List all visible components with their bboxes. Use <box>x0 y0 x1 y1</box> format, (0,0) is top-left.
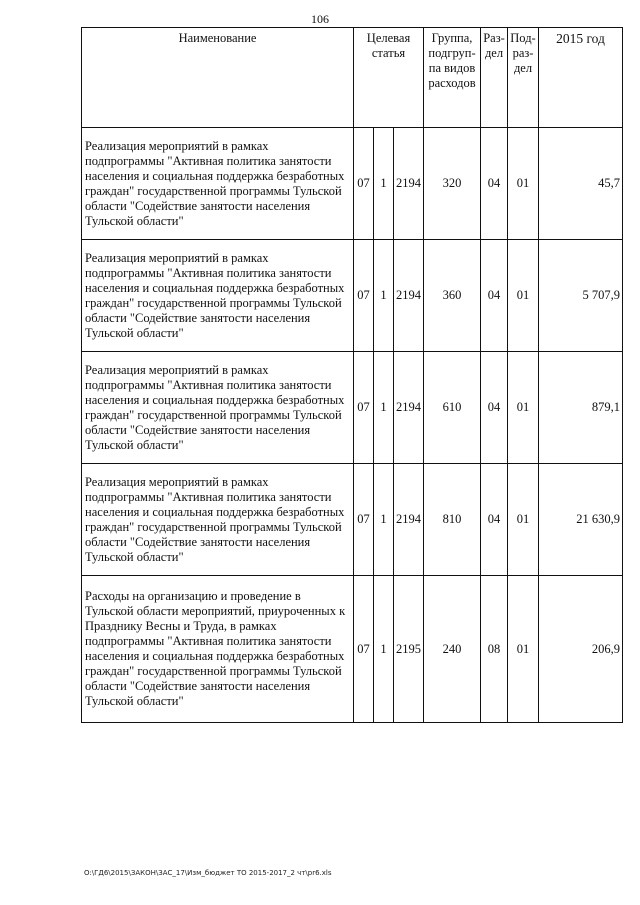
cell-subsection: 01 <box>508 576 539 723</box>
cell-amount: 879,1 <box>539 352 623 464</box>
cell-expense-group: 320 <box>424 128 481 240</box>
cell-section: 08 <box>481 576 508 723</box>
cell-target-code-2: 1 <box>374 240 394 352</box>
cell-section: 04 <box>481 352 508 464</box>
cell-target-code-2: 1 <box>374 464 394 576</box>
cell-target-code-2: 1 <box>374 576 394 723</box>
header-subsection: Под-раз-дел <box>508 28 539 128</box>
cell-amount: 5 707,9 <box>539 240 623 352</box>
cell-expense-group: 360 <box>424 240 481 352</box>
cell-target-code-3: 2194 <box>394 464 424 576</box>
table-row <box>82 352 623 464</box>
budget-table <box>81 27 623 723</box>
cell-amount: 21 630,9 <box>539 464 623 576</box>
header-year: 2015 год <box>539 28 623 128</box>
page-number: 106 <box>311 12 329 26</box>
cell-expense-group: 240 <box>424 576 481 723</box>
cell-amount: 206,9 <box>539 576 623 723</box>
cell-section: 04 <box>481 128 508 240</box>
cell-target-code-1: 07 <box>354 240 374 352</box>
table-row <box>82 576 623 723</box>
header-name: Наименование <box>82 28 354 128</box>
table-header <box>82 28 623 128</box>
header-target-article: Целевая статья <box>354 28 424 128</box>
cell-expense-group: 610 <box>424 352 481 464</box>
cell-target-code-3: 2194 <box>394 352 424 464</box>
cell-target-code-2: 1 <box>374 128 394 240</box>
cell-target-code-3: 2194 <box>394 240 424 352</box>
cell-subsection: 01 <box>508 240 539 352</box>
cell-amount: 45,7 <box>539 128 623 240</box>
cell-expense-group: 810 <box>424 464 481 576</box>
cell-section: 04 <box>481 464 508 576</box>
cell-target-code-1: 07 <box>354 352 374 464</box>
cell-subsection: 01 <box>508 464 539 576</box>
cell-subsection: 01 <box>508 352 539 464</box>
header-row <box>82 28 623 128</box>
table-row <box>82 464 623 576</box>
cell-subsection: 01 <box>508 128 539 240</box>
cell-name: Расходы на организацию и проведение в Тульской области мероприятий, приуроченных к Празднику Весны и Труда, в рамках подпрограммы "Активная политика занятости населения и социальная поддержка безработных граждан" государственной программы Тульской области "Содействие занятости населения Тульской области" <box>82 576 354 723</box>
table-row <box>82 128 623 240</box>
cell-target-code-3: 2194 <box>394 128 424 240</box>
footer-file-path: O:\ГД6\2015\ЗАКОН\ЗАС_17\Изм_бюджет ТО 2015-2017_2 чт\pr6.xls <box>84 869 332 877</box>
cell-name: Реализация мероприятий в рамках подпрограммы "Активная политика занятости населения и социальная поддержка безработных граждан" государственной программы Тульской области "Содействие занятости населения Тульской области" <box>82 352 354 464</box>
cell-target-code-2: 1 <box>374 352 394 464</box>
cell-target-code-1: 07 <box>354 464 374 576</box>
header-expense-group: Группа, подгруп-па видов расходов <box>424 28 481 128</box>
cell-name: Реализация мероприятий в рамках подпрограммы "Активная политика занятости населения и социальная поддержка безработных граждан" государственной программы Тульской области "Содействие занятости населения Тульской области" <box>82 128 354 240</box>
cell-target-code-3: 2195 <box>394 576 424 723</box>
cell-section: 04 <box>481 240 508 352</box>
cell-target-code-1: 07 <box>354 576 374 723</box>
table-row <box>82 240 623 352</box>
cell-name: Реализация мероприятий в рамках подпрограммы "Активная политика занятости населения и социальная поддержка безработных граждан" государственной программы Тульской области "Содействие занятости населения Тульской области" <box>82 464 354 576</box>
cell-name: Реализация мероприятий в рамках подпрограммы "Активная политика занятости населения и социальная поддержка безработных граждан" государственной программы Тульской области "Содействие занятости населения Тульской области" <box>82 240 354 352</box>
cell-target-code-1: 07 <box>354 128 374 240</box>
table-body <box>82 128 623 723</box>
header-section: Раз-дел <box>481 28 508 128</box>
